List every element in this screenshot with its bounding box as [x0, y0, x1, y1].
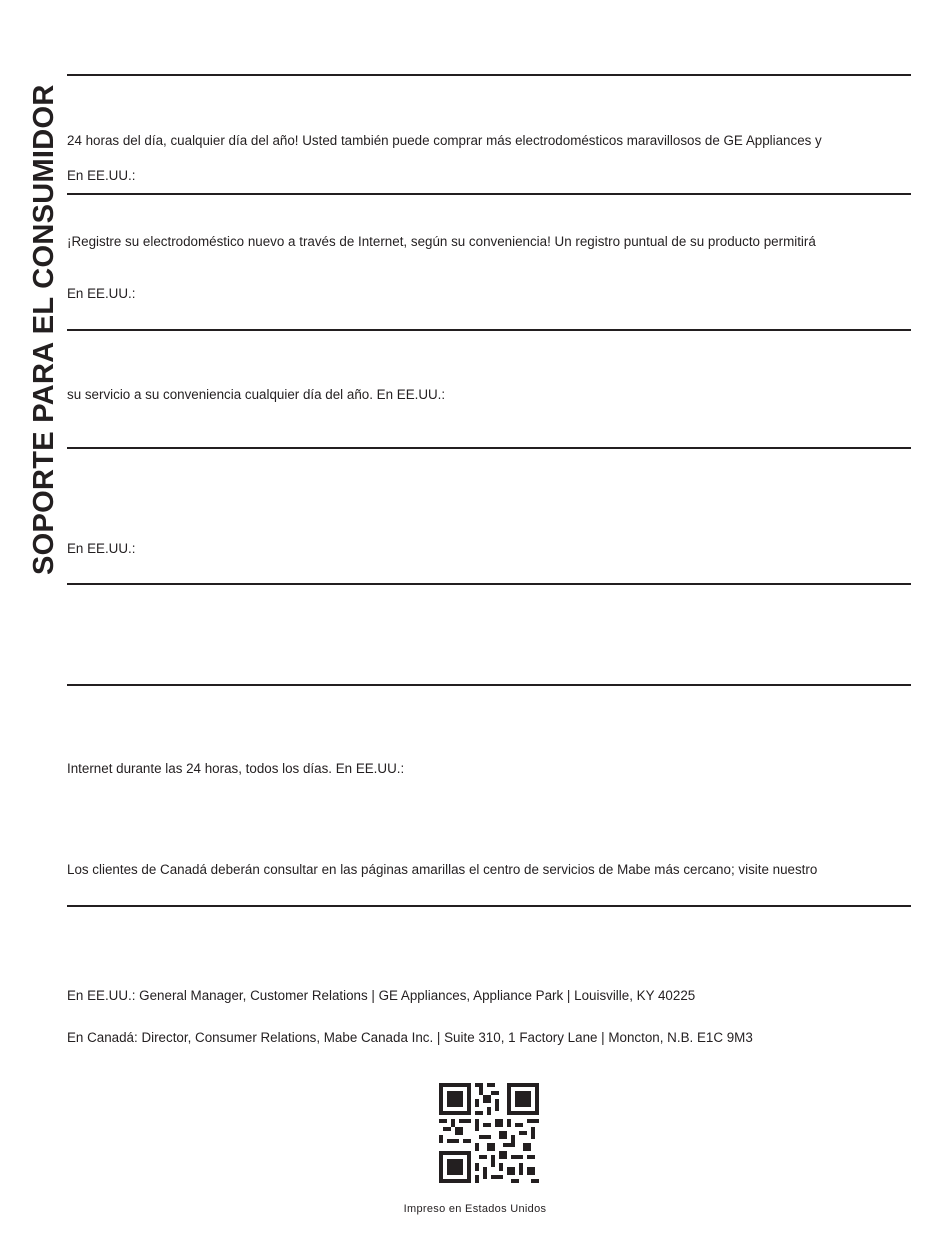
- section-divider: [67, 684, 911, 686]
- section-divider: [67, 193, 911, 195]
- body-text: En EE.UU.:: [67, 286, 136, 301]
- body-text: Internet durante las 24 horas, todos los días. En EE.UU.:: [67, 761, 405, 776]
- body-text: 24 horas del día, cualquier día del año! Usted también puede comprar más electrodomésticos maravillosos de GE Appliances y: [67, 133, 822, 148]
- qr-code-icon: [439, 1083, 539, 1183]
- section-divider: [67, 905, 911, 907]
- section-divider: [67, 447, 911, 449]
- printed-in-label: Impreso en Estados Unidos: [403, 1203, 547, 1215]
- page-side-title: SOPORTE PARA EL CONSUMIDOR: [28, 84, 60, 575]
- canada-address: En Canadá: Director, Consumer Relations, Mabe Canada Inc. | Suite 310, 1 Factory Lane | Moncton, N.B. E1C 9M3: [67, 1030, 753, 1045]
- body-text: Los clientes de Canadá deberán consultar en las páginas amarillas el centro de servicios de Mabe más cercano; visite nuestro: [67, 862, 818, 877]
- body-text: En EE.UU.:: [67, 541, 136, 556]
- body-text: su servicio a su conveniencia cualquier día del año. En EE.UU.:: [67, 387, 446, 402]
- section-divider: [67, 583, 911, 585]
- section-divider: [67, 74, 911, 76]
- section-divider: [67, 329, 911, 331]
- us-address: En EE.UU.: General Manager, Customer Relations | GE Appliances, Appliance Park | Louisville, KY 40225: [67, 988, 696, 1003]
- body-text: En EE.UU.:: [67, 168, 136, 183]
- body-text: ¡Registre su electrodoméstico nuevo a través de Internet, según su conveniencia! Un registro puntual de su producto permitirá: [67, 234, 816, 249]
